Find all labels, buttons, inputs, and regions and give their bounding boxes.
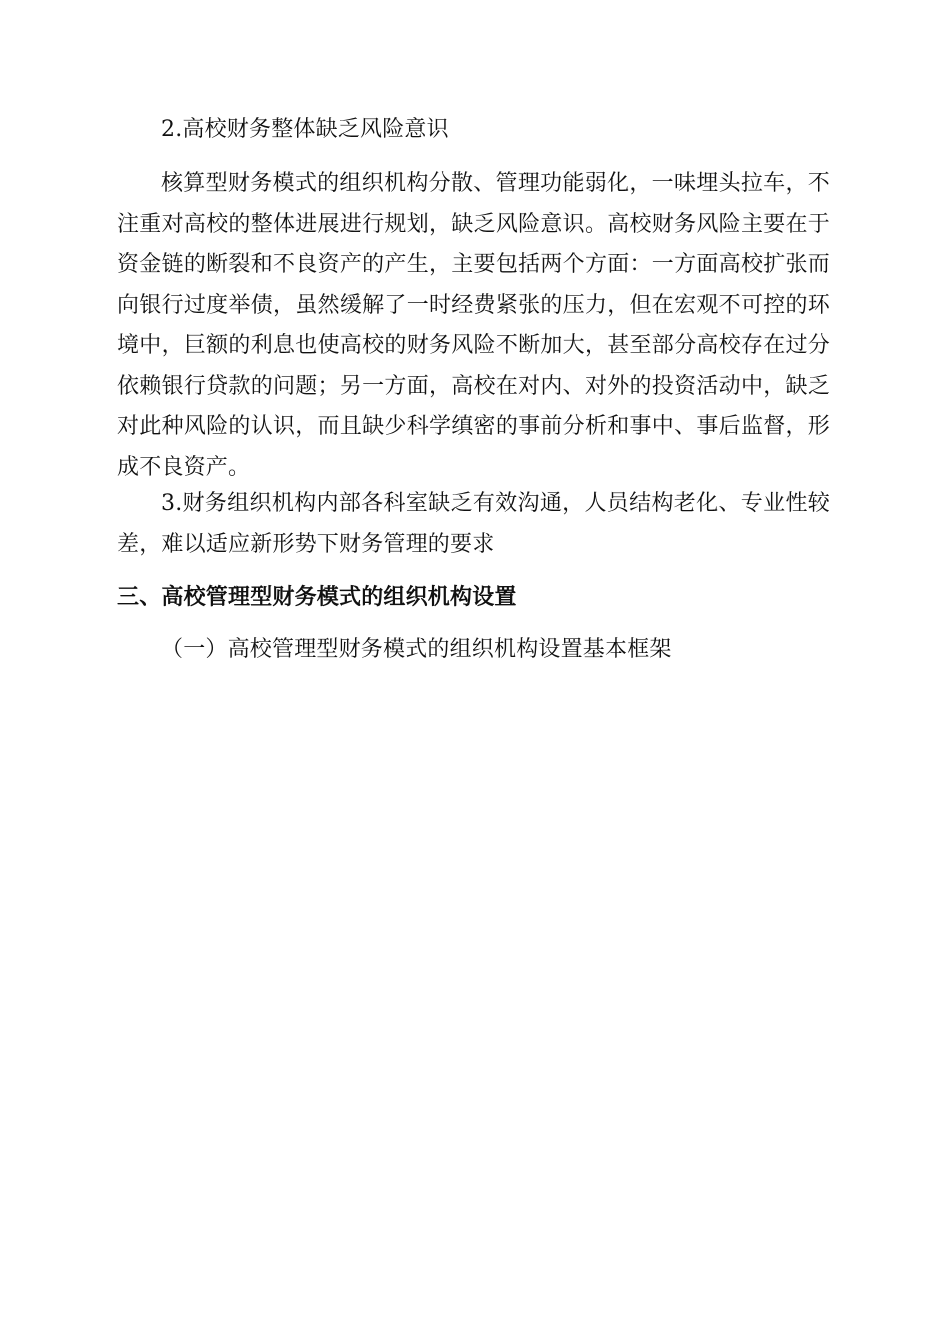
subsection-heading: （一）高校管理型财务模式的组织机构设置基本框架: [161, 637, 672, 662]
subheading-risk-awareness: 2.高校财务整体缺乏风险意识: [161, 117, 449, 142]
subheading-communication: 3.财务组织机构内部各科室缺乏有效沟通，人员结构老化、专业性较差，难以适应新形势下财务管理的要求: [117, 491, 830, 557]
paragraph-financial-risk: 核算型财务模式的组织机构分散、管理功能弱化，一味埋头拉车，不注重对高校的整体进展进行规划，缺乏风险意识。高校财务风险主要在于资金链的断裂和不良资产的产生，主要包括两个方面：一方面高校扩张而向银行过度举债，虽然缓解了一时经费紧张的压力，但在宏观不可控的环境中，巨额的利息也使高校的财务风险不断加大，甚至部分高校存在过分依赖银行贷款的问题；另一方面，高校在对内、对外的投资活动中，缺乏对此种风险的认识，而且缺少科学缜密的事前分析和事中、事后监督，形成不良资产。: [117, 171, 830, 480]
section-heading: 三、高校管理型财务模式的组织机构设置: [117, 585, 517, 610]
